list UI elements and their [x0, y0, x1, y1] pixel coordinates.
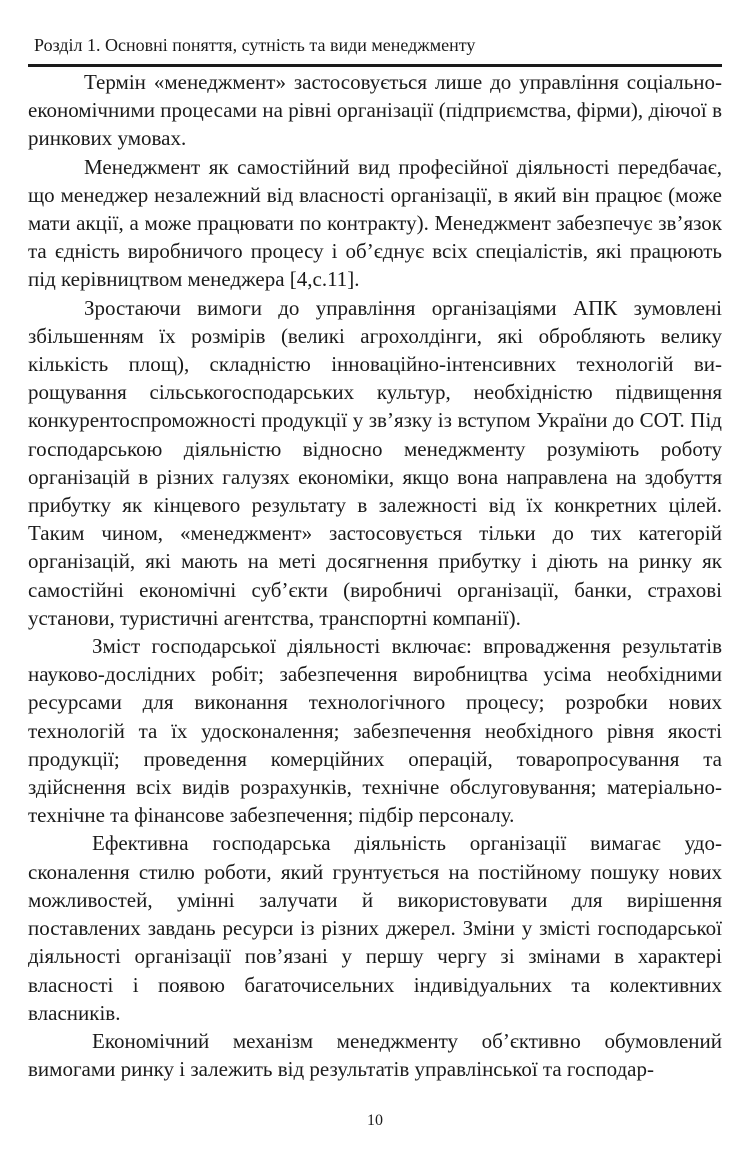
paragraph-2: Менеджмент як самостійний вид професійної діяльності передбачає, що менеджер незалежний від власності організації, в який він працює (може мати акції, а може працювати по контракту). Менеджмент забезпечує зв’язок та єдність виробничого процесу і об’єднує всіх спеціалістів, які працюють під керівництвом менеджера [4,с.11]. — [28, 154, 722, 292]
header-rule — [28, 64, 722, 67]
page-number: 10 — [367, 1112, 383, 1129]
paragraph-1: Термін «менеджмент» застосовується лише до управління соціально-економічними процесами на рівні організації (підприємства, фірми), діючої в ринкових умовах. — [28, 70, 722, 151]
paragraph-6: Економічний механізм менеджменту об’єктивно обумовлений вимогами ринку і залежить від результатів управлінської та господар- — [28, 1028, 722, 1082]
running-header: Розділ 1. Основні поняття, сутність та види менеджменту — [34, 35, 476, 55]
paragraph-5: Ефективна господарська діяльність організації вимагає удосконалення стилю роботи, який грунтується на постійному пошуку нових можливостей, умінні залучати й використовувати для вирішення поставлених завдань ресурси із різних джерел. Зміни у змісті господарської діяльності організації пов’язані у першу чергу зі змінами в характері власності і появою багаточисельних індивідуальних та колективних власників. — [28, 831, 722, 1025]
paragraph-3: Зростаючи вимоги до управління організаціями АПК зумовлені збільшенням їх розмірів (великі агрохолдінги, які обробляють велику кількість площ), складністю інноваційно-інтенсивних технологій вирощування сільськогосподарських культур, необхідністю підвищення конкурентоспроможності продукції у зв’язку із вступом України до СОТ. Під господарською діяльністю відносно менеджменту розуміють роботу організацій в різних галузях економіки, якщо вона направлена на здобуття прибутку як кінцевого результату в залежності від їх конкретних цілей. Таким чином, «менеджмент» застосовується тільки до тих категорій організацій, які мають на меті досягнення прибутку і діють на ринку як самостійні економічні суб’єкти (виробничі організації, банки, страхові установи, туристичні агентства, транспортні компанії). — [28, 295, 722, 630]
body-text — [28, 68, 722, 1083]
paragraph-4: Зміст господарської діяльності включає: впровадження результатів науково-дослідних робіт; забезпечення виробництва усіма необхідними ресурсами для виконання технологічного процесу; розробки нових технологій та їх удосконалення; забезпечення необхідного рівня якості продукції; проведення комерційних операцій, товаропросування та здійснення всіх видів розрахунків, технічне обслуговування; матеріально-технічне та фінансове забезпечення; підбір персоналу. — [28, 634, 722, 828]
